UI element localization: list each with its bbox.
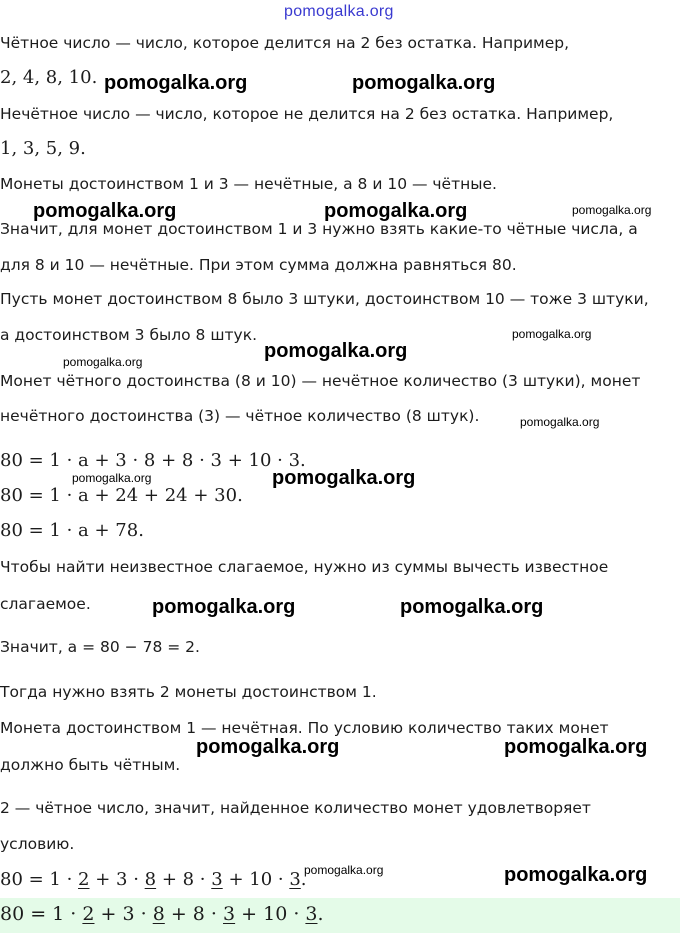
- site-watermark-top[interactable]: pomogalka.org: [284, 3, 394, 20]
- watermark: pomogalka.org: [352, 72, 496, 94]
- watermark: pomogalka.org: [152, 596, 296, 618]
- watermark: pomogalka.org: [504, 864, 648, 886]
- answer-count-8: 3: [223, 903, 236, 925]
- quantity-line-2: нечётного достоинства (3) — чётное количество (8 штук).: [0, 407, 480, 425]
- coin-count-3: 8: [144, 869, 157, 890]
- watermark: pomogalka.org: [504, 736, 648, 758]
- coin-count-8: 3: [211, 869, 223, 890]
- watermark: pomogalka.org: [572, 203, 652, 217]
- check-line-1: 2 — чётное число, значит, найденное количество монет удовлетворяет: [0, 799, 591, 817]
- even-definition: Чётное число — число, которое делится на 2 без остатка. Например,: [0, 34, 570, 52]
- odd-definition: Нечётное число — число, которое не делится на 2 без остатка. Например,: [0, 105, 614, 123]
- coins-parity: Монеты достоинством 1 и 3 — нечётные, а 8 и 10 — чётные.: [0, 175, 497, 193]
- watermark: pomogalka.org: [196, 736, 340, 758]
- even-examples: 2, 4, 8, 10.: [0, 67, 98, 88]
- equation-2: 80 = 1 · a + 24 + 24 + 30.: [0, 485, 243, 506]
- equation-3: 80 = 1 · a + 78.: [0, 520, 144, 541]
- assumption-line-2: а достоинством 3 было 8 штук.: [0, 326, 258, 344]
- watermark: pomogalka.org: [33, 200, 177, 222]
- coin-count-1: 2: [78, 869, 90, 890]
- coin-count-10: 3: [289, 869, 301, 890]
- condition-line-2: должно быть чётным.: [0, 756, 181, 774]
- rule-line-2: слагаемое.: [0, 595, 91, 613]
- watermark: pomogalka.org: [72, 471, 152, 485]
- condition-line-1: Монета достоинством 1 — нечётная. По условию количество таких монет: [0, 719, 609, 737]
- final-part-1: + 3 ·: [89, 869, 145, 890]
- watermark: pomogalka.org: [104, 72, 248, 94]
- final-part-3: + 10 ·: [222, 869, 290, 890]
- equation-1: 80 = 1 · a + 3 · 8 + 8 · 3 + 10 · 3.: [0, 450, 306, 471]
- watermark: pomogalka.org: [520, 415, 600, 429]
- final-end: .: [300, 869, 307, 890]
- final-part-2: + 8 ·: [156, 869, 212, 890]
- reasoning-line-2: для 8 и 10 — нечётные. При этом сумма должна равняться 80.: [0, 256, 517, 274]
- watermark: pomogalka.org: [264, 340, 408, 362]
- final-equation: [0, 871, 307, 889]
- check-line-2: условию.: [0, 835, 75, 853]
- watermark: pomogalka.org: [512, 327, 592, 341]
- answer-count-1: 2: [82, 903, 95, 925]
- watermark: pomogalka.org: [304, 863, 384, 877]
- answer-count-10: 3: [305, 903, 318, 925]
- answer-part-1: + 3 ·: [94, 903, 153, 925]
- reasoning-line-1: Значит, для монет достоинством 1 и 3 нужно взять какие-то чётные числа, а: [0, 220, 638, 238]
- quantity-line-1: Монет чётного достоинства (8 и 10) — нечётное количество (3 штуки), монет: [0, 372, 641, 390]
- answer-part-2: + 8 ·: [164, 903, 224, 925]
- final-lhs: 80 = 1 ·: [0, 869, 79, 890]
- answer-count-3: 8: [152, 903, 165, 925]
- odd-examples: 1, 3, 5, 9.: [0, 138, 86, 159]
- watermark: pomogalka.org: [324, 200, 468, 222]
- watermark: pomogalka.org: [272, 467, 416, 489]
- answer-part-3: + 10 ·: [235, 903, 306, 925]
- rule-line-1: Чтобы найти неизвестное слагаемое, нужно из суммы вычесть известное: [0, 558, 609, 576]
- answer-lhs: 80 = 1 ·: [0, 903, 83, 925]
- answer-equation: [0, 905, 324, 924]
- answer-end: .: [317, 903, 324, 925]
- watermark: pomogalka.org: [63, 355, 143, 369]
- conclusion-coins: Тогда нужно взять 2 монеты достоинством 1.: [0, 683, 377, 701]
- assumption-line-1: Пусть монет достоинством 8 было 3 штуки, достоинством 10 — тоже 3 штуки,: [0, 290, 649, 308]
- watermark: pomogalka.org: [400, 596, 544, 618]
- result-a: Значит, a = 80 − 78 = 2.: [0, 638, 200, 656]
